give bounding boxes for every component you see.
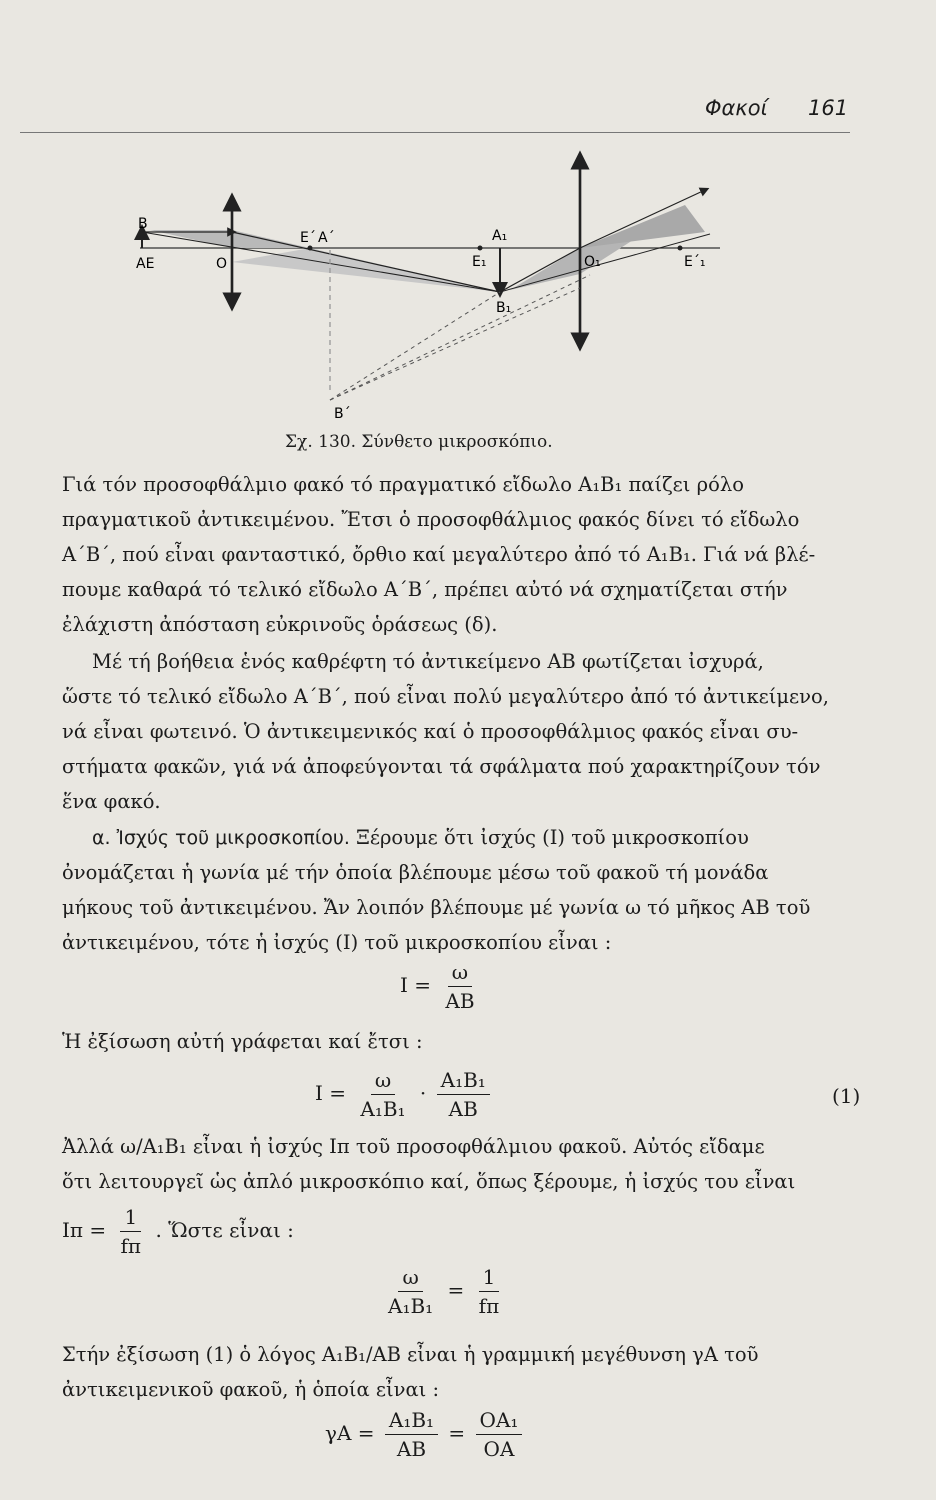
label-A1: A₁ (492, 228, 508, 244)
text-line: μήκους τοῦ ἀντικειμένου. Ἄν λοιπόν βλέπουμε μέ γωνία ω τό μῆκος AB τοῦ (62, 896, 811, 919)
equation-omega-ratio: $\frac{\omega}{\text{A₁B₁}}$ = $\frac{1}{f\pi}$ (388, 1265, 500, 1318)
label-O1: O₁ (584, 254, 601, 270)
figure-caption: Σχ. 130. Σύνθετο μικροσκόπιο. (285, 432, 553, 452)
exit-beam (580, 205, 705, 248)
equation-1: I = $\frac{\omega}{\text{A₁B₁}}$ · $\frac{\text{A₁B₁}}{AB}$ (315, 1068, 494, 1121)
running-header-title: Φακοί (705, 96, 768, 120)
equation-eyepiece-power: Iπ = $\frac{1}{f\pi}$ . Ὥστε εἶναι : (62, 1205, 294, 1258)
text-line: ἕνα φακό. (62, 790, 161, 813)
header-rule (20, 132, 850, 133)
text-line: Γιά τόν προσοφθάλμιο φακό τό πραγματικό εἴδωλο A₁B₁ παίζει ρόλο (62, 473, 744, 496)
text-line: Μέ τή βοήθεια ἑνός καθρέφτη τό ἀντικείμενο AB φωτίζεται ἰσχυρά, (92, 650, 764, 673)
label-AE: AE (136, 256, 155, 272)
text-line: Ξέρουμε ὅτι ἰσχύς (I) τοῦ μικροσκοπίου (356, 826, 749, 849)
text-line: πραγματικοῦ ἀντικειμένου. Ἔτσι ὁ προσοφθάλμιος φακός δίνει τό εἴδωλο (62, 508, 800, 531)
equation-power: I = $\frac{\omega}{AB}$ (400, 960, 475, 1013)
label-E1-prime: E΄₁ (684, 254, 706, 270)
label-B: B (138, 216, 148, 232)
page-number: 161 (808, 96, 849, 120)
text-line: ὥστε τό τελικό εἴδωλο A΄B΄, πού εἶναι πολύ μεγαλύτερο ἀπό τό ἀντικείμενο, (62, 685, 829, 708)
label-B1: B₁ (496, 300, 512, 316)
label-E-prime: E΄ (300, 230, 316, 246)
text-line: νά εἶναι φωτεινό. Ὁ ἀντικειμενικός καί ὁ προσοφθάλμιος φακός εἶναι συ- (62, 720, 799, 743)
text-line: ἀντικειμενικοῦ φακοῦ, ἡ ὁποία εἶναι : (62, 1378, 440, 1401)
text-line: ἐλάχιστη ἀπόσταση εὐκρινοῦς ὁράσεως (δ). (62, 613, 498, 636)
text-line: Στήν ἐξίσωση (1) ὁ λόγος A₁B₁/AB εἶναι ἡ γραμμική μεγέθυνση γA τοῦ (62, 1343, 759, 1366)
section-line (92, 826, 892, 849)
section-title: α. Ἰσχύς τοῦ μικροσκοπίου. (92, 827, 350, 849)
text-line: Ἀλλά ω/A₁B₁ εἶναι ἡ ἰσχύς Iπ τοῦ προσοφθάλμιου φακοῦ. Αὐτός εἴδαμε (62, 1135, 765, 1158)
label-E1: E₁ (472, 254, 487, 270)
object-beam (150, 230, 310, 248)
text-line: πουμε καθαρά τό τελικό εἴδωλο A΄B΄, πρέπει αὐτό νά σχηματίζεται στήν (62, 578, 788, 601)
text-line: ὅτι λειτουργεῖ ὡς ἁπλό μικροσκόπιο καί, ὅπως ξέρουμε, ἡ ἰσχύς του εἶναι (62, 1170, 796, 1193)
text-line: Ἡ ἐξίσωση αὐτή γράφεται καί ἔτσι : (62, 1030, 423, 1053)
microscope-diagram (120, 150, 740, 430)
text-line: στήματα φακῶν, γιά νά ἀποφεύγονται τά σφάλματα πού χαρακτηρίζουν τόν (62, 755, 821, 778)
text-line: ἀντικειμένου, τότε ἡ ἰσχύς (I) τοῦ μικροσκοπίου εἶναι : (62, 931, 612, 954)
text-line: A΄B΄, πού εἶναι φανταστικό, ὄρθιο καί μεγαλύτερο ἀπό τό A₁B₁. Γιά νά βλέ- (62, 543, 816, 566)
label-O: O (216, 256, 228, 272)
label-A-prime: A΄ (318, 230, 335, 246)
label-B-prime: B΄ (334, 406, 351, 422)
equation-magnification: γA = $\frac{\text{A₁B₁}}{AB}$ = $\frac{\text{OA₁}}{OA}$ (325, 1408, 526, 1461)
equation-tag: (1) (832, 1084, 861, 1108)
text-line: ὀνομάζεται ἡ γωνία μέ τήν ὁποία βλέπουμε μέσω τοῦ φακοῦ τή μονάδα (62, 861, 769, 884)
